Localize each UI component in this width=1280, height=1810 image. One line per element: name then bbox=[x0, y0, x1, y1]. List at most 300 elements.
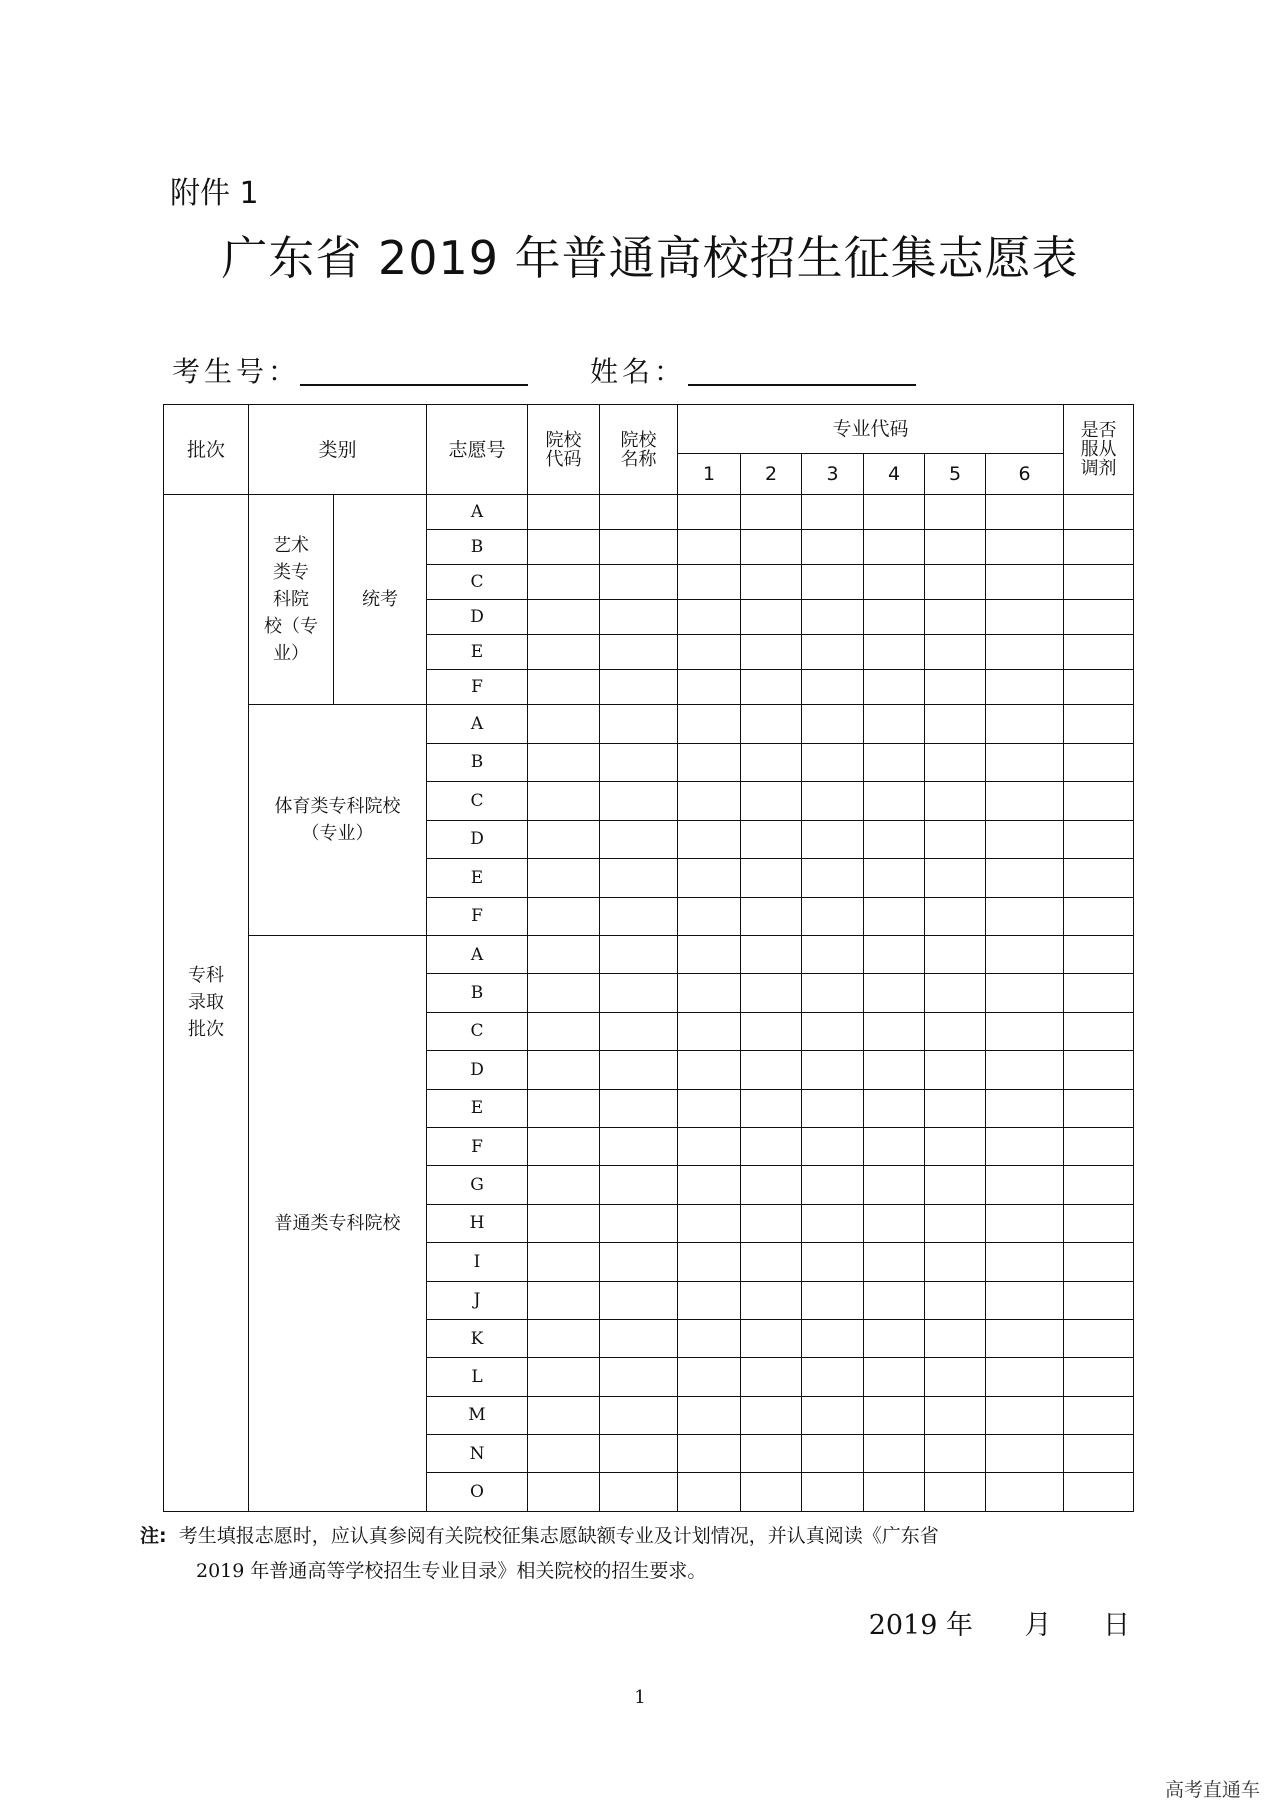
choice-letter: F bbox=[427, 897, 528, 936]
school-code-cell[interactable] bbox=[528, 1319, 600, 1357]
major-code-cell[interactable] bbox=[925, 1281, 986, 1319]
school-code-cell[interactable] bbox=[528, 859, 600, 898]
major-code-cell[interactable] bbox=[741, 820, 802, 859]
major-code-cell[interactable] bbox=[678, 820, 741, 859]
note bbox=[140, 1519, 1140, 1589]
major-code-cell[interactable] bbox=[741, 495, 802, 530]
accept-adjust-cell[interactable] bbox=[1064, 859, 1134, 898]
header-school-name bbox=[600, 405, 678, 495]
accept-adjust-cell[interactable] bbox=[1064, 1204, 1134, 1242]
note-line1: 考生填报志愿时，应认真参阅有关院校征集志愿缺额专业及计划情况，并认真阅读《广东省 bbox=[178, 1525, 939, 1547]
candidate-no-field[interactable] bbox=[300, 384, 528, 386]
major-code-cell[interactable] bbox=[925, 782, 986, 821]
choice-letter: I bbox=[427, 1243, 528, 1281]
name-label: 姓名： bbox=[590, 355, 687, 388]
school-code-cell[interactable] bbox=[528, 974, 600, 1012]
major-code-cell[interactable] bbox=[678, 936, 741, 974]
major-code-cell[interactable] bbox=[802, 859, 864, 898]
major-code-cell[interactable] bbox=[925, 600, 986, 635]
major-code-cell[interactable] bbox=[864, 974, 925, 1012]
major-code-cell[interactable] bbox=[986, 1166, 1064, 1204]
major-code-cell[interactable] bbox=[986, 859, 1064, 898]
major-code-cell[interactable] bbox=[986, 820, 1064, 859]
header-accept-adjust-line3: 调剂 bbox=[1080, 458, 1117, 479]
choice-letter: C bbox=[427, 1012, 528, 1050]
accept-adjust-cell[interactable] bbox=[1064, 1089, 1134, 1127]
school-name-cell[interactable] bbox=[600, 974, 678, 1012]
major-code-cell[interactable] bbox=[925, 495, 986, 530]
choice-letter: G bbox=[427, 1166, 528, 1204]
major-code-cell[interactable] bbox=[741, 936, 802, 974]
major-code-cell[interactable] bbox=[864, 1396, 925, 1434]
school-name-cell[interactable] bbox=[600, 1243, 678, 1281]
category-art-label-line: 业） bbox=[273, 643, 309, 664]
accept-adjust-cell[interactable] bbox=[1064, 1435, 1134, 1473]
choice-letter: D bbox=[427, 600, 528, 635]
school-code-cell[interactable] bbox=[528, 1396, 600, 1434]
accept-adjust-cell[interactable] bbox=[1064, 1012, 1134, 1050]
major-code-cell[interactable] bbox=[678, 743, 741, 782]
major-code-cell[interactable] bbox=[864, 1051, 925, 1089]
major-code-cell[interactable] bbox=[864, 1319, 925, 1357]
header-category: 类别 bbox=[249, 405, 427, 495]
header-major-col-5: 5 bbox=[925, 454, 986, 495]
major-code-cell[interactable] bbox=[986, 1012, 1064, 1050]
school-name-cell[interactable] bbox=[600, 1089, 678, 1127]
major-code-cell[interactable] bbox=[741, 705, 802, 744]
choice-letter: N bbox=[427, 1435, 528, 1473]
school-name-cell[interactable] bbox=[600, 1051, 678, 1089]
major-code-cell[interactable] bbox=[802, 1089, 864, 1127]
major-code-cell[interactable] bbox=[802, 705, 864, 744]
major-code-cell[interactable] bbox=[678, 1473, 741, 1511]
school-name-cell[interactable] bbox=[600, 936, 678, 974]
major-code-cell[interactable] bbox=[741, 1204, 802, 1242]
major-code-cell[interactable] bbox=[864, 1127, 925, 1165]
accept-adjust-cell[interactable] bbox=[1064, 1358, 1134, 1396]
major-code-cell[interactable] bbox=[802, 495, 864, 530]
major-code-cell[interactable] bbox=[986, 1204, 1064, 1242]
major-code-cell[interactable] bbox=[678, 1012, 741, 1050]
major-code-cell[interactable] bbox=[741, 530, 802, 565]
school-code-cell[interactable] bbox=[528, 820, 600, 859]
name-field[interactable] bbox=[688, 384, 916, 386]
major-code-cell[interactable] bbox=[864, 635, 925, 670]
accept-adjust-cell[interactable] bbox=[1064, 495, 1134, 530]
major-code-cell[interactable] bbox=[741, 1166, 802, 1204]
accept-adjust-cell[interactable] bbox=[1064, 705, 1134, 744]
accept-adjust-cell[interactable] bbox=[1064, 936, 1134, 974]
major-code-cell[interactable] bbox=[802, 897, 864, 936]
school-code-cell[interactable] bbox=[528, 1473, 600, 1511]
major-code-cell[interactable] bbox=[802, 600, 864, 635]
school-code-cell[interactable] bbox=[528, 670, 600, 705]
major-code-cell[interactable] bbox=[864, 859, 925, 898]
candidate-no-label: 考生号： bbox=[172, 355, 301, 388]
major-code-cell[interactable] bbox=[741, 1281, 802, 1319]
major-code-cell[interactable] bbox=[741, 1396, 802, 1434]
major-code-cell[interactable] bbox=[925, 936, 986, 974]
category-art-label-line: 艺术 bbox=[273, 535, 309, 556]
major-code-cell[interactable] bbox=[678, 1396, 741, 1434]
major-code-cell[interactable] bbox=[925, 1089, 986, 1127]
major-code-cell[interactable] bbox=[802, 530, 864, 565]
major-code-cell[interactable] bbox=[741, 782, 802, 821]
choice-letter: F bbox=[427, 670, 528, 705]
school-code-cell[interactable] bbox=[528, 1127, 600, 1165]
major-code-cell[interactable] bbox=[802, 1127, 864, 1165]
choice-letter: J bbox=[427, 1281, 528, 1319]
major-code-cell[interactable] bbox=[678, 782, 741, 821]
choice-letter: A bbox=[427, 936, 528, 974]
school-name-cell[interactable] bbox=[600, 897, 678, 936]
major-code-cell[interactable] bbox=[925, 670, 986, 705]
major-code-cell[interactable] bbox=[678, 1358, 741, 1396]
school-name-cell[interactable] bbox=[600, 859, 678, 898]
major-code-cell[interactable] bbox=[864, 1204, 925, 1242]
major-code-cell[interactable] bbox=[864, 820, 925, 859]
choice-letter: B bbox=[427, 530, 528, 565]
school-name-cell[interactable] bbox=[600, 1166, 678, 1204]
school-name-cell[interactable] bbox=[600, 1127, 678, 1165]
major-code-cell[interactable] bbox=[986, 495, 1064, 530]
major-code-cell[interactable] bbox=[925, 974, 986, 1012]
school-name-cell[interactable] bbox=[600, 820, 678, 859]
major-code-cell[interactable] bbox=[802, 1051, 864, 1089]
accept-adjust-cell[interactable] bbox=[1064, 1051, 1134, 1089]
accept-adjust-cell[interactable] bbox=[1064, 1127, 1134, 1165]
major-code-cell[interactable] bbox=[864, 1243, 925, 1281]
accept-adjust-cell[interactable] bbox=[1064, 1281, 1134, 1319]
major-code-cell[interactable] bbox=[678, 1204, 741, 1242]
header-batch: 批次 bbox=[164, 405, 249, 495]
major-code-cell[interactable] bbox=[925, 1127, 986, 1165]
major-code-cell[interactable] bbox=[864, 1012, 925, 1050]
major-code-cell[interactable] bbox=[864, 1166, 925, 1204]
header-accept-adjust-line2: 服从 bbox=[1080, 439, 1117, 460]
school-name-cell[interactable] bbox=[600, 1473, 678, 1511]
major-code-cell[interactable] bbox=[678, 897, 741, 936]
school-name-cell[interactable] bbox=[600, 635, 678, 670]
header-accept-adjust bbox=[1064, 405, 1134, 495]
major-code-cell[interactable] bbox=[864, 782, 925, 821]
major-code-cell[interactable] bbox=[925, 1166, 986, 1204]
major-code-cell[interactable] bbox=[802, 1281, 864, 1319]
accept-adjust-cell[interactable] bbox=[1064, 565, 1134, 600]
accept-adjust-cell[interactable] bbox=[1064, 530, 1134, 565]
major-code-cell[interactable] bbox=[986, 565, 1064, 600]
major-code-cell[interactable] bbox=[802, 936, 864, 974]
major-code-cell[interactable] bbox=[986, 1435, 1064, 1473]
accept-adjust-cell[interactable] bbox=[1064, 600, 1134, 635]
school-name-cell[interactable] bbox=[600, 670, 678, 705]
major-code-cell[interactable] bbox=[741, 897, 802, 936]
choice-row bbox=[164, 705, 1134, 744]
major-code-cell[interactable] bbox=[678, 1435, 741, 1473]
school-code-cell[interactable] bbox=[528, 1358, 600, 1396]
header-school-code bbox=[528, 405, 600, 495]
major-code-cell[interactable] bbox=[802, 820, 864, 859]
major-code-cell[interactable] bbox=[925, 1473, 986, 1511]
major-code-cell[interactable] bbox=[864, 1473, 925, 1511]
major-code-cell[interactable] bbox=[864, 600, 925, 635]
major-code-cell[interactable] bbox=[741, 565, 802, 600]
school-name-cell[interactable] bbox=[600, 1281, 678, 1319]
major-code-cell[interactable] bbox=[925, 743, 986, 782]
major-code-cell[interactable] bbox=[802, 1204, 864, 1242]
major-code-cell[interactable] bbox=[741, 670, 802, 705]
accept-adjust-cell[interactable] bbox=[1064, 820, 1134, 859]
school-name-cell[interactable] bbox=[600, 743, 678, 782]
major-code-cell[interactable] bbox=[802, 635, 864, 670]
major-code-cell[interactable] bbox=[802, 1243, 864, 1281]
major-code-cell[interactable] bbox=[678, 1243, 741, 1281]
choice-letter: E bbox=[427, 635, 528, 670]
major-code-cell[interactable] bbox=[986, 530, 1064, 565]
major-code-cell[interactable] bbox=[925, 1012, 986, 1050]
major-code-cell[interactable] bbox=[864, 670, 925, 705]
accept-adjust-cell[interactable] bbox=[1064, 635, 1134, 670]
major-code-cell[interactable] bbox=[986, 1358, 1064, 1396]
major-code-cell[interactable] bbox=[925, 705, 986, 744]
major-code-cell[interactable] bbox=[741, 1358, 802, 1396]
form-body bbox=[164, 495, 1134, 1512]
school-code-cell[interactable] bbox=[528, 1435, 600, 1473]
category-art-sub: 统考 bbox=[334, 495, 427, 705]
school-name-cell[interactable] bbox=[600, 1435, 678, 1473]
major-code-cell[interactable] bbox=[678, 635, 741, 670]
major-code-cell[interactable] bbox=[802, 1358, 864, 1396]
accept-adjust-cell[interactable] bbox=[1064, 897, 1134, 936]
major-code-cell[interactable] bbox=[741, 1089, 802, 1127]
major-code-cell[interactable] bbox=[864, 530, 925, 565]
major-code-cell[interactable] bbox=[986, 743, 1064, 782]
major-code-cell[interactable] bbox=[986, 1051, 1064, 1089]
major-code-cell[interactable] bbox=[986, 600, 1064, 635]
major-code-cell[interactable] bbox=[678, 670, 741, 705]
major-code-cell[interactable] bbox=[986, 1089, 1064, 1127]
major-code-cell[interactable] bbox=[678, 1089, 741, 1127]
major-code-cell[interactable] bbox=[925, 859, 986, 898]
header-choice-no: 志愿号 bbox=[427, 405, 528, 495]
major-code-cell[interactable] bbox=[678, 859, 741, 898]
major-code-cell[interactable] bbox=[741, 1243, 802, 1281]
school-code-cell[interactable] bbox=[528, 936, 600, 974]
major-code-cell[interactable] bbox=[678, 600, 741, 635]
batch-label-line: 批次 bbox=[188, 1019, 224, 1041]
batch-cell bbox=[164, 495, 249, 1512]
header-major-col-1: 1 bbox=[678, 454, 741, 495]
major-code-cell[interactable] bbox=[925, 635, 986, 670]
accept-adjust-cell[interactable] bbox=[1064, 974, 1134, 1012]
major-code-cell[interactable] bbox=[925, 1204, 986, 1242]
school-code-cell[interactable] bbox=[528, 743, 600, 782]
major-code-cell[interactable] bbox=[741, 1473, 802, 1511]
major-code-cell[interactable] bbox=[925, 1358, 986, 1396]
batch-label-line: 录取 bbox=[188, 992, 224, 1014]
school-name-cell[interactable] bbox=[600, 705, 678, 744]
page-number: 1 bbox=[634, 1687, 646, 1708]
date-line: 2019 年 月 日 bbox=[868, 1610, 1130, 1641]
major-code-cell[interactable] bbox=[802, 782, 864, 821]
major-code-cell[interactable] bbox=[986, 1281, 1064, 1319]
school-name-cell[interactable] bbox=[600, 1204, 678, 1242]
major-code-cell[interactable] bbox=[864, 705, 925, 744]
major-code-cell[interactable] bbox=[678, 705, 741, 744]
major-code-cell[interactable] bbox=[741, 1319, 802, 1357]
choice-row bbox=[164, 495, 1134, 530]
major-code-cell[interactable] bbox=[741, 600, 802, 635]
major-code-cell[interactable] bbox=[678, 1051, 741, 1089]
category-general: 普通类专科院校 bbox=[249, 936, 427, 1512]
school-code-cell[interactable] bbox=[528, 705, 600, 744]
accept-adjust-cell[interactable] bbox=[1064, 670, 1134, 705]
school-name-cell[interactable] bbox=[600, 565, 678, 600]
major-code-cell[interactable] bbox=[802, 1435, 864, 1473]
major-code-cell[interactable] bbox=[925, 1243, 986, 1281]
major-code-cell[interactable] bbox=[986, 1127, 1064, 1165]
school-code-cell[interactable] bbox=[528, 600, 600, 635]
school-code-cell[interactable] bbox=[528, 495, 600, 530]
major-code-cell[interactable] bbox=[741, 974, 802, 1012]
major-code-cell[interactable] bbox=[986, 705, 1064, 744]
major-code-cell[interactable] bbox=[802, 1319, 864, 1357]
school-code-cell[interactable] bbox=[528, 565, 600, 600]
major-code-cell[interactable] bbox=[864, 1281, 925, 1319]
school-code-cell[interactable] bbox=[528, 530, 600, 565]
major-code-cell[interactable] bbox=[678, 1281, 741, 1319]
school-name-cell[interactable] bbox=[600, 600, 678, 635]
school-code-cell[interactable] bbox=[528, 1281, 600, 1319]
accept-adjust-cell[interactable] bbox=[1064, 1473, 1134, 1511]
major-code-cell[interactable] bbox=[741, 1012, 802, 1050]
major-code-cell[interactable] bbox=[986, 1473, 1064, 1511]
category-sports bbox=[249, 705, 427, 936]
major-code-cell[interactable] bbox=[678, 565, 741, 600]
header-school-code-line1: 院校 bbox=[545, 429, 582, 451]
major-code-cell[interactable] bbox=[864, 1089, 925, 1127]
major-code-cell[interactable] bbox=[678, 495, 741, 530]
major-code-cell[interactable] bbox=[802, 1012, 864, 1050]
major-code-cell[interactable] bbox=[741, 859, 802, 898]
major-code-cell[interactable] bbox=[925, 530, 986, 565]
major-code-cell[interactable] bbox=[986, 1396, 1064, 1434]
major-code-cell[interactable] bbox=[802, 565, 864, 600]
header-major-col-4: 4 bbox=[864, 454, 925, 495]
accept-adjust-cell[interactable] bbox=[1064, 782, 1134, 821]
major-code-cell[interactable] bbox=[925, 820, 986, 859]
choice-letter: L bbox=[427, 1358, 528, 1396]
form-title: 广东省 2019 年普通高校招生征集志愿表 bbox=[221, 231, 1079, 285]
major-code-cell[interactable] bbox=[741, 1051, 802, 1089]
major-code-cell[interactable] bbox=[864, 1435, 925, 1473]
major-code-cell[interactable] bbox=[678, 1319, 741, 1357]
accept-adjust-cell[interactable] bbox=[1064, 1166, 1134, 1204]
major-code-cell[interactable] bbox=[678, 974, 741, 1012]
watermark: 高考直通车 bbox=[1164, 1779, 1260, 1801]
choice-letter: B bbox=[427, 974, 528, 1012]
school-code-cell[interactable] bbox=[528, 1204, 600, 1242]
school-code-cell[interactable] bbox=[528, 1089, 600, 1127]
category-art-label-line: 科院 bbox=[273, 589, 309, 610]
major-code-cell[interactable] bbox=[986, 1243, 1064, 1281]
major-code-cell[interactable] bbox=[864, 565, 925, 600]
major-code-cell[interactable] bbox=[802, 670, 864, 705]
major-code-cell[interactable] bbox=[986, 670, 1064, 705]
major-code-cell[interactable] bbox=[986, 936, 1064, 974]
school-code-cell[interactable] bbox=[528, 1166, 600, 1204]
header-major-code: 专业代码 bbox=[678, 405, 1064, 454]
school-code-cell[interactable] bbox=[528, 1051, 600, 1089]
choice-letter: H bbox=[427, 1204, 528, 1242]
major-code-cell[interactable] bbox=[864, 1358, 925, 1396]
accept-adjust-cell[interactable] bbox=[1064, 1396, 1134, 1434]
header-major-col-6: 6 bbox=[986, 454, 1064, 495]
note-line2: 2019 年普通高等学校招生专业目录》相关院校的招生要求。 bbox=[196, 1560, 707, 1582]
accept-adjust-cell[interactable] bbox=[1064, 743, 1134, 782]
major-code-cell[interactable] bbox=[802, 1166, 864, 1204]
school-code-cell[interactable] bbox=[528, 1243, 600, 1281]
school-name-cell[interactable] bbox=[600, 1012, 678, 1050]
major-code-cell[interactable] bbox=[741, 743, 802, 782]
header-major-col-3: 3 bbox=[802, 454, 864, 495]
major-code-cell[interactable] bbox=[802, 974, 864, 1012]
major-code-cell[interactable] bbox=[986, 1319, 1064, 1357]
major-code-cell[interactable] bbox=[925, 565, 986, 600]
major-code-cell[interactable] bbox=[802, 1396, 864, 1434]
major-code-cell[interactable] bbox=[741, 1435, 802, 1473]
major-code-cell[interactable] bbox=[925, 1435, 986, 1473]
major-code-cell[interactable] bbox=[678, 1166, 741, 1204]
major-code-cell[interactable] bbox=[986, 782, 1064, 821]
category-art bbox=[249, 495, 334, 705]
school-code-cell[interactable] bbox=[528, 897, 600, 936]
school-name-cell[interactable] bbox=[600, 1358, 678, 1396]
major-code-cell[interactable] bbox=[925, 1319, 986, 1357]
school-name-cell[interactable] bbox=[600, 530, 678, 565]
major-code-cell[interactable] bbox=[741, 635, 802, 670]
major-code-cell[interactable] bbox=[678, 1127, 741, 1165]
school-name-cell[interactable] bbox=[600, 495, 678, 530]
major-code-cell[interactable] bbox=[802, 1473, 864, 1511]
major-code-cell[interactable] bbox=[925, 897, 986, 936]
choice-letter: E bbox=[427, 1089, 528, 1127]
category-art-label-line: 校（专 bbox=[264, 616, 318, 637]
accept-adjust-cell[interactable] bbox=[1064, 1319, 1134, 1357]
school-code-cell[interactable] bbox=[528, 782, 600, 821]
school-name-cell[interactable] bbox=[600, 782, 678, 821]
major-code-cell[interactable] bbox=[802, 743, 864, 782]
choice-letter: C bbox=[427, 565, 528, 600]
major-code-cell[interactable] bbox=[986, 974, 1064, 1012]
school-name-cell[interactable] bbox=[600, 1396, 678, 1434]
major-code-cell[interactable] bbox=[864, 495, 925, 530]
major-code-cell[interactable] bbox=[741, 1127, 802, 1165]
major-code-cell[interactable] bbox=[864, 897, 925, 936]
major-code-cell[interactable] bbox=[986, 635, 1064, 670]
accept-adjust-cell[interactable] bbox=[1064, 1243, 1134, 1281]
school-name-cell[interactable] bbox=[600, 1319, 678, 1357]
school-code-cell[interactable] bbox=[528, 635, 600, 670]
major-code-cell[interactable] bbox=[864, 936, 925, 974]
major-code-cell[interactable] bbox=[925, 1396, 986, 1434]
major-code-cell[interactable] bbox=[864, 743, 925, 782]
major-code-cell[interactable] bbox=[678, 530, 741, 565]
major-code-cell[interactable] bbox=[986, 897, 1064, 936]
major-code-cell[interactable] bbox=[925, 1051, 986, 1089]
school-code-cell[interactable] bbox=[528, 1012, 600, 1050]
category-art-label-line: 类专 bbox=[273, 562, 309, 583]
